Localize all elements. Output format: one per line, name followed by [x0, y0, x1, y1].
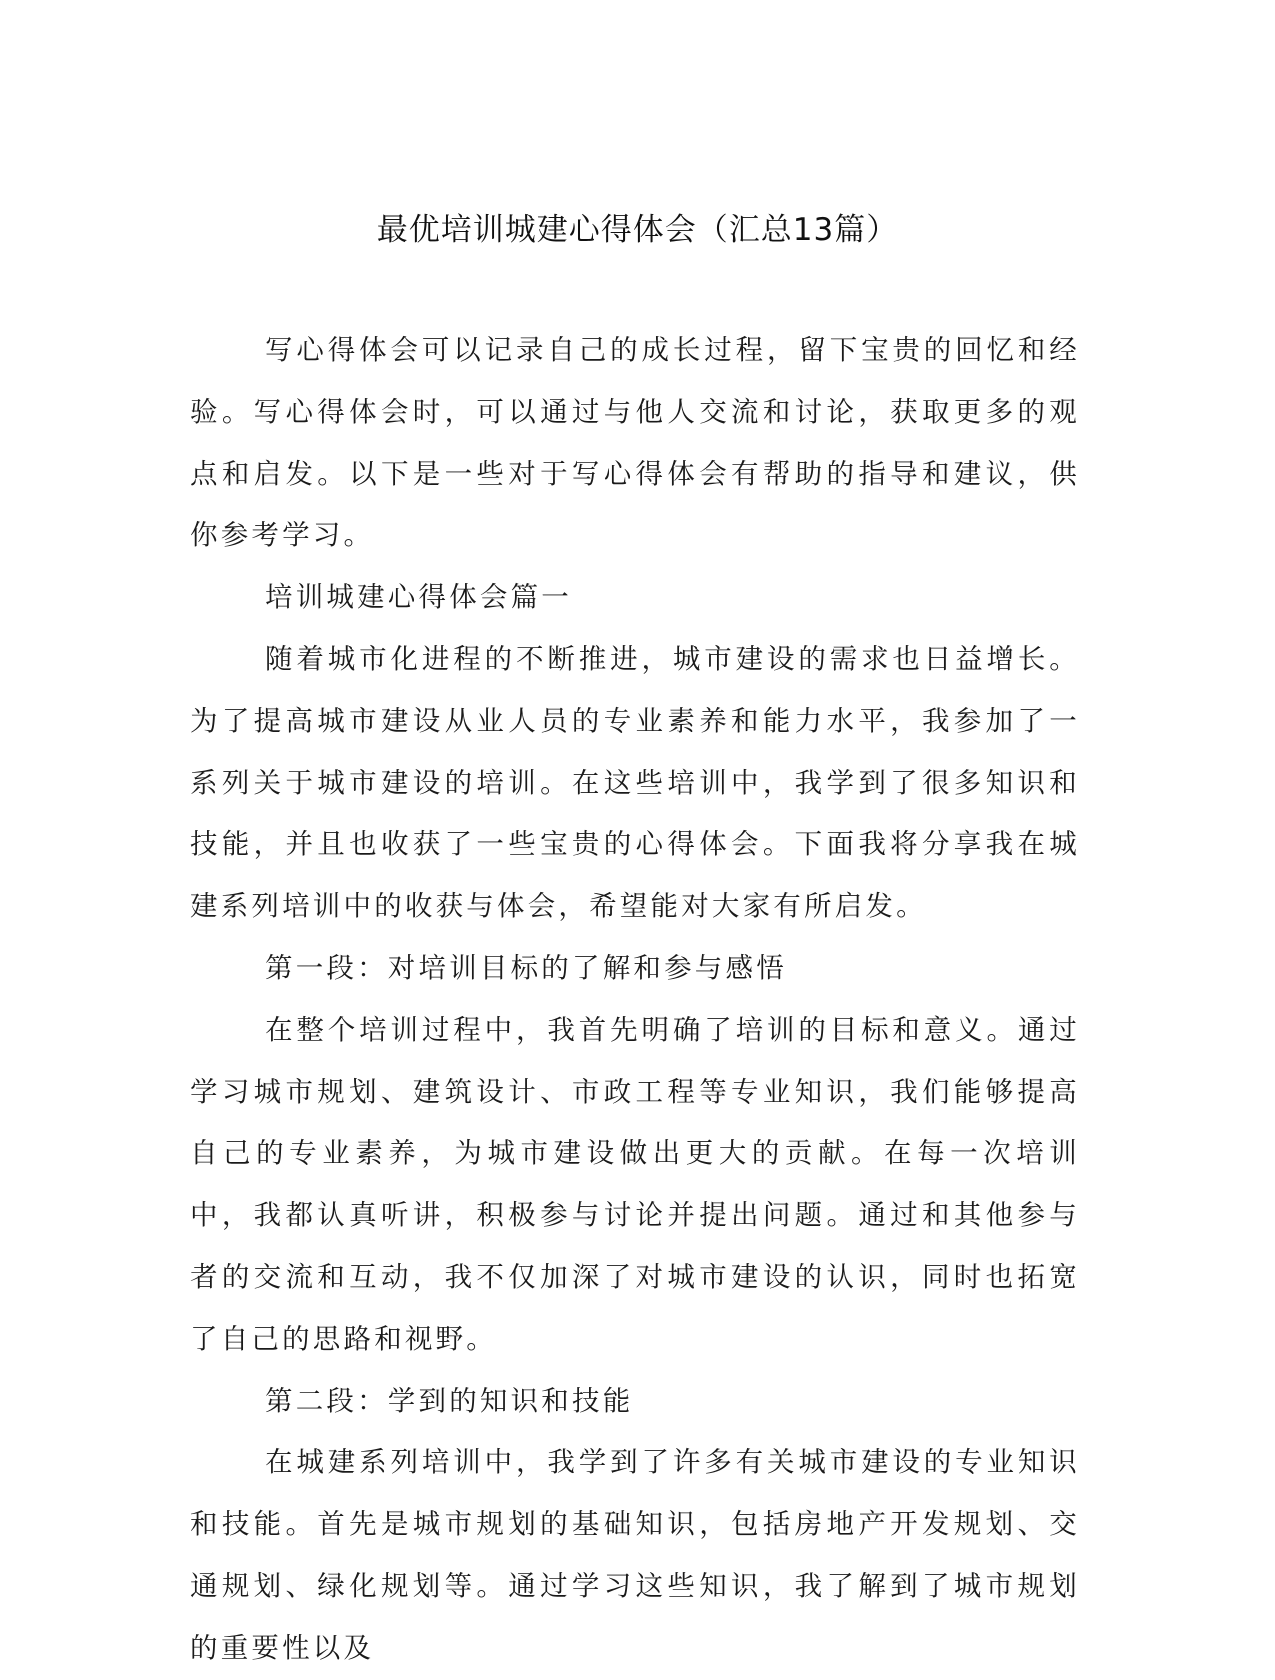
intro-paragraph: 写心得体会可以记录自己的成长过程，留下宝贵的回忆和经验。写心得体会时，可以通过与他人交流和讨论，获取更多的观点和启发。以下是一些对于写心得体会有帮助的指导和建议，供你参考学习。 [190, 334, 1080, 552]
section-heading-stage-one: 第一段：对培训目标的了解和参与感悟 [265, 951, 787, 984]
section-heading-stage-two: 第二段：学到的知识和技能 [265, 1384, 634, 1417]
body-paragraph: 在城建系列培训中，我学到了许多有关城市建设的专业知识和技能。首先是城市规划的基础知识，包括房地产开发规划、交通规划、绿化规划等。通过学习这些知识，我了解到了城市规划的重要性以及 [190, 1446, 1080, 1664]
document-body [190, 320, 1080, 1680]
body-paragraph: 随着城市化进程的不断推进，城市建设的需求也日益增长。为了提高城市建设从业人员的专业素养和能力水平，我参加了一系列关于城市建设的培训。在这些培训中，我学到了很多知识和技能，并且也收获了一些宝贵的心得体会。下面我将分享我在城建系列培训中的收获与体会，希望能对大家有所启发。 [190, 642, 1080, 923]
document-title: 最优培训城建心得体会（汇总13篇） [376, 212, 899, 248]
body-paragraph: 在整个培训过程中，我首先明确了培训的目标和意义。通过学习城市规划、建筑设计、市政工程等专业知识，我们能够提高自己的专业素养，为城市建设做出更大的贡献。在每一次培训中，我都认真听讲，积极参与讨论并提出问题。通过和其他参与者的交流和互动，我不仅加深了对城市建设的认识，同时也拓宽了自己的思路和视野。 [190, 1013, 1080, 1355]
section-heading-part-one: 培训城建心得体会篇一 [265, 581, 572, 614]
